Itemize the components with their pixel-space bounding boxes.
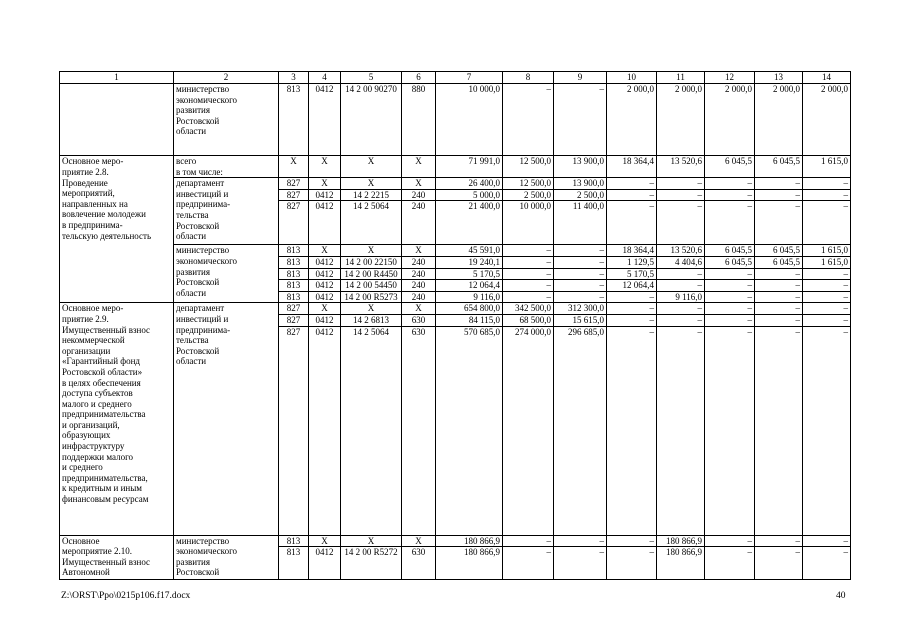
value-cell: 6 045,5: [705, 156, 755, 178]
value-cell: –: [554, 268, 607, 280]
value-cell: 4 404,6: [657, 256, 705, 268]
value-cell: –: [755, 547, 803, 580]
value-cell: 14 2 00 90270: [341, 84, 402, 156]
value-cell: 14 2 6813: [341, 314, 402, 326]
value-cell: 12 064,4: [436, 280, 503, 292]
header-cell: 3: [279, 72, 309, 84]
value-cell: –: [657, 280, 705, 292]
header-cell: 4: [309, 72, 341, 84]
value-cell: –: [503, 256, 554, 268]
value-cell: –: [705, 178, 755, 190]
value-cell: 630: [402, 547, 436, 580]
executor-cell: департамент инвестиций и предпринима- тельства Ростовской области: [174, 303, 279, 535]
value-cell: 6 045,5: [755, 245, 803, 257]
value-cell: 14 2 00 54450: [341, 280, 402, 292]
value-cell: –: [657, 326, 705, 535]
value-cell: –: [755, 535, 803, 547]
value-cell: X: [341, 535, 402, 547]
total-label: всего в том числе:: [174, 156, 279, 178]
value-cell: 14 2 00 R5272: [341, 547, 402, 580]
value-cell: 14 2 00 R5273: [341, 291, 402, 303]
value-cell: –: [803, 291, 851, 303]
value-cell: 2 000,0: [607, 84, 657, 156]
value-cell: 240: [402, 189, 436, 201]
value-cell: 1 615,0: [803, 156, 851, 178]
value-cell: X: [402, 178, 436, 190]
value-cell: 19 240,1: [436, 256, 503, 268]
table-row: [60, 245, 851, 257]
header-cell: 11: [657, 72, 705, 84]
value-cell: 0412: [309, 268, 341, 280]
value-cell: X: [309, 535, 341, 547]
value-cell: –: [755, 314, 803, 326]
value-cell: 240: [402, 201, 436, 245]
value-cell: –: [803, 189, 851, 201]
value-cell: –: [554, 245, 607, 257]
value-cell: –: [554, 256, 607, 268]
table-row: [60, 84, 851, 156]
value-cell: 813: [279, 535, 309, 547]
value-cell: 240: [402, 268, 436, 280]
value-cell: –: [755, 326, 803, 535]
value-cell: –: [607, 547, 657, 580]
value-cell: –: [607, 291, 657, 303]
event-heading: Основное меро- приятие 2.9.: [62, 303, 124, 324]
value-cell: 84 115,0: [436, 314, 503, 326]
value-cell: –: [657, 268, 705, 280]
value-cell: –: [803, 314, 851, 326]
value-cell: 26 400,0: [436, 178, 503, 190]
value-cell: –: [554, 291, 607, 303]
header-cell: 13: [755, 72, 803, 84]
executor-cell: министерство экономического развития Ростовской: [174, 535, 279, 580]
value-cell: –: [607, 314, 657, 326]
value-cell: –: [503, 268, 554, 280]
value-cell: –: [705, 201, 755, 245]
value-cell: 12 064,4: [607, 280, 657, 292]
value-cell: –: [755, 268, 803, 280]
value-cell: 180 866,9: [657, 535, 705, 547]
value-cell: 827: [279, 326, 309, 535]
value-cell: –: [705, 314, 755, 326]
value-cell: 2 500,0: [554, 189, 607, 201]
header-cell: 7: [436, 72, 503, 84]
value-cell: 13 900,0: [554, 178, 607, 190]
value-cell: –: [607, 535, 657, 547]
value-cell: 14 2 00 R4450: [341, 268, 402, 280]
footer-page-number: 40: [836, 591, 846, 601]
value-cell: –: [607, 178, 657, 190]
value-cell: 1 615,0: [803, 256, 851, 268]
value-cell: 180 866,9: [436, 535, 503, 547]
value-cell: 240: [402, 291, 436, 303]
value-cell: 0412: [309, 189, 341, 201]
value-cell: 6 045,5: [705, 245, 755, 257]
value-cell: 180 866,9: [657, 547, 705, 580]
value-cell: 10 000,0: [436, 84, 503, 156]
value-cell: 1 129,5: [607, 256, 657, 268]
value-cell: 15 615,0: [554, 314, 607, 326]
value-cell: X: [402, 535, 436, 547]
value-cell: –: [755, 178, 803, 190]
value-cell: 880: [402, 84, 436, 156]
value-cell: 630: [402, 314, 436, 326]
value-cell: 11 400,0: [554, 201, 607, 245]
header-cell: 8: [503, 72, 554, 84]
table-row: [60, 178, 851, 190]
value-cell: –: [705, 303, 755, 315]
value-cell: –: [803, 201, 851, 245]
value-cell: –: [803, 280, 851, 292]
value-cell: –: [554, 547, 607, 580]
value-cell: 5 000,0: [436, 189, 503, 201]
value-cell: X: [402, 245, 436, 257]
value-cell: 0412: [309, 201, 341, 245]
header-cell: 5: [341, 72, 402, 84]
value-cell: 2 000,0: [803, 84, 851, 156]
value-cell: 6 045,5: [755, 256, 803, 268]
value-cell: –: [554, 84, 607, 156]
value-cell: 827: [279, 201, 309, 245]
value-cell: –: [755, 303, 803, 315]
value-cell: 0412: [309, 280, 341, 292]
value-cell: 2 000,0: [755, 84, 803, 156]
value-cell: 5 170,5: [607, 268, 657, 280]
value-cell: –: [657, 303, 705, 315]
footer-file-path: Z:\ORST\Ppo\0215p106.f17.docx: [61, 591, 191, 601]
value-cell: X: [309, 245, 341, 257]
value-cell: X: [341, 156, 402, 178]
value-cell: 10 000,0: [503, 201, 554, 245]
value-cell: –: [705, 268, 755, 280]
value-cell: –: [554, 280, 607, 292]
value-cell: –: [803, 326, 851, 535]
event-description: Основное мероприятие 2.10. Имущественный взнос Автономной: [60, 535, 174, 580]
value-cell: 813: [279, 256, 309, 268]
value-cell: 14 2 5064: [341, 326, 402, 535]
executor-cell: министерство экономического развития Ростовской области: [174, 245, 279, 303]
value-cell: –: [705, 291, 755, 303]
value-cell: 2 500,0: [503, 189, 554, 201]
value-cell: 14 2 5064: [341, 201, 402, 245]
value-cell: –: [607, 189, 657, 201]
value-cell: –: [803, 535, 851, 547]
header-cell: 1: [60, 72, 174, 84]
value-cell: 0412: [309, 84, 341, 156]
value-cell: 13 520,6: [657, 156, 705, 178]
value-cell: –: [657, 189, 705, 201]
value-cell: –: [607, 303, 657, 315]
header-cell: 10: [607, 72, 657, 84]
value-cell: 827: [279, 314, 309, 326]
header-cell: 9: [554, 72, 607, 84]
value-cell: X: [341, 245, 402, 257]
value-cell: 274 000,0: [503, 326, 554, 535]
table-row: [60, 156, 851, 178]
event-heading: Основное меро- приятие 2.8.: [60, 156, 174, 178]
value-cell: X: [402, 303, 436, 315]
value-cell: 0412: [309, 326, 341, 535]
table-row: [60, 535, 851, 547]
value-cell: 21 400,0: [436, 201, 503, 245]
value-cell: 6 045,5: [755, 156, 803, 178]
value-cell: 813: [279, 547, 309, 580]
value-cell: –: [803, 303, 851, 315]
value-cell: 813: [279, 245, 309, 257]
event-description: Проведение мероприятий, направленных на вовлечение молодежи в предпринима- тельскую деятельность: [60, 178, 174, 303]
value-cell: X: [402, 156, 436, 178]
value-cell: 12 500,0: [503, 156, 554, 178]
value-cell: X: [341, 303, 402, 315]
value-cell: –: [503, 535, 554, 547]
value-cell: 0412: [309, 314, 341, 326]
value-cell: 0412: [309, 256, 341, 268]
value-cell: –: [607, 326, 657, 535]
value-cell: X: [309, 156, 341, 178]
value-cell: –: [554, 535, 607, 547]
value-cell: 654 800,0: [436, 303, 503, 315]
value-cell: 2 000,0: [657, 84, 705, 156]
executor-cell: департамент инвестиций и предпринима- тельства Ростовской области: [174, 178, 279, 245]
value-cell: 68 500,0: [503, 314, 554, 326]
value-cell: 342 500,0: [503, 303, 554, 315]
header-row: [60, 72, 851, 84]
value-cell: 1 615,0: [803, 245, 851, 257]
value-cell: 14 2 2215: [341, 189, 402, 201]
value-cell: –: [705, 189, 755, 201]
value-cell: 827: [279, 178, 309, 190]
value-cell: –: [503, 291, 554, 303]
value-cell: –: [657, 201, 705, 245]
value-cell: 71 991,0: [436, 156, 503, 178]
event-cell-empty: [60, 84, 174, 156]
header-cell: 12: [705, 72, 755, 84]
value-cell: 813: [279, 280, 309, 292]
value-cell: –: [607, 201, 657, 245]
value-cell: 813: [279, 84, 309, 156]
value-cell: 813: [279, 291, 309, 303]
value-cell: –: [755, 291, 803, 303]
value-cell: 570 685,0: [436, 326, 503, 535]
value-cell: –: [803, 178, 851, 190]
value-cell: 0412: [309, 291, 341, 303]
value-cell: 296 685,0: [554, 326, 607, 535]
value-cell: 630: [402, 326, 436, 535]
budget-table: [59, 71, 851, 580]
value-cell: –: [705, 535, 755, 547]
value-cell: –: [705, 326, 755, 535]
value-cell: 240: [402, 280, 436, 292]
value-cell: –: [803, 547, 851, 580]
value-cell: 2 000,0: [705, 84, 755, 156]
header-cell: 2: [174, 72, 279, 84]
value-cell: 827: [279, 303, 309, 315]
value-cell: –: [503, 280, 554, 292]
value-cell: –: [503, 547, 554, 580]
value-cell: –: [657, 178, 705, 190]
value-cell: X: [309, 303, 341, 315]
value-cell: –: [705, 280, 755, 292]
value-cell: –: [657, 314, 705, 326]
value-cell: 45 591,0: [436, 245, 503, 257]
value-cell: X: [279, 156, 309, 178]
header-cell: 6: [402, 72, 436, 84]
value-cell: 240: [402, 256, 436, 268]
value-cell: 12 500,0: [503, 178, 554, 190]
value-cell: 5 170,5: [436, 268, 503, 280]
event-text: Имущественный взнос некоммерческой организации «Гарантийный фонд Ростовской области» в целях обеспечения доступа субъектов малого и среднего предпринимательства и организаций, образующих инфраструктуру поддержки малого и среднего предпринимательства, к кредитным и иным финансовым ресурсам: [62, 324, 151, 505]
value-cell: –: [705, 547, 755, 580]
value-cell: 6 045,5: [705, 256, 755, 268]
value-cell: –: [803, 268, 851, 280]
event-description: [60, 303, 174, 535]
value-cell: 18 364,4: [607, 156, 657, 178]
value-cell: 813: [279, 268, 309, 280]
value-cell: 14 2 00 22150: [341, 256, 402, 268]
table-body: [60, 72, 851, 580]
table-row: [60, 303, 851, 315]
value-cell: 9 116,0: [657, 291, 705, 303]
value-cell: –: [755, 189, 803, 201]
value-cell: –: [755, 201, 803, 245]
executor-cell: министерство экономического развития Ростовской области: [174, 84, 279, 156]
value-cell: X: [341, 178, 402, 190]
value-cell: 9 116,0: [436, 291, 503, 303]
value-cell: 180 866,9: [436, 547, 503, 580]
value-cell: 13 520,6: [657, 245, 705, 257]
value-cell: 827: [279, 189, 309, 201]
value-cell: 312 300,0: [554, 303, 607, 315]
value-cell: 18 364,4: [607, 245, 657, 257]
value-cell: 13 900,0: [554, 156, 607, 178]
value-cell: X: [309, 178, 341, 190]
value-cell: 0412: [309, 547, 341, 580]
header-cell: 14: [803, 72, 851, 84]
value-cell: –: [755, 280, 803, 292]
value-cell: –: [503, 245, 554, 257]
value-cell: –: [503, 84, 554, 156]
